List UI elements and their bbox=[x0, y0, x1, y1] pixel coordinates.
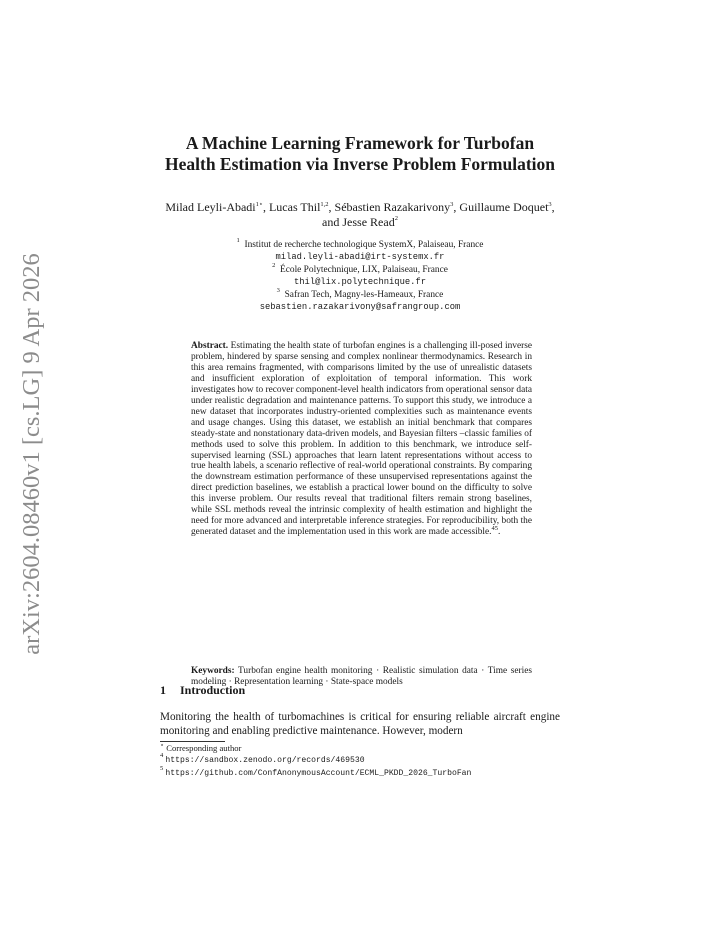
affiliation-number: 3 bbox=[276, 287, 280, 294]
affiliation-3 bbox=[160, 289, 560, 301]
affiliations bbox=[160, 239, 560, 313]
author-affiliation-mark: 1,2 bbox=[320, 200, 329, 208]
footnote-link[interactable]: https://github.com/ConfAnonymousAccount/ECML_PKDD_2026_TurboFan bbox=[165, 768, 472, 778]
section-number: 1 bbox=[160, 683, 166, 697]
author-name: , and Jesse Read bbox=[322, 200, 555, 229]
footnote bbox=[160, 767, 560, 780]
author-name: , Lucas Thil bbox=[262, 200, 321, 214]
author-affiliation-mark: 2 bbox=[394, 215, 398, 222]
abstract bbox=[191, 341, 532, 538]
affiliation-2 bbox=[160, 264, 560, 276]
abstract-end: . bbox=[497, 527, 501, 538]
arxiv-sidebar-stamp bbox=[10, 253, 54, 655]
footnote-text: Corresponding author bbox=[166, 743, 242, 753]
keywords-label: Keywords: bbox=[191, 666, 235, 676]
footnote-divider bbox=[160, 741, 225, 742]
footnote-mark: 5 bbox=[160, 765, 164, 773]
footnote bbox=[160, 743, 560, 754]
affiliation-1 bbox=[160, 239, 560, 251]
footnotes bbox=[160, 743, 560, 779]
affiliation-email[interactable]: thil@lix.polytechnique.fr bbox=[294, 277, 426, 288]
abstract-text: Estimating the health state of turbofan engines is a challenging ill-posed inverse problem, hindered by sparse sensing and complex nonlinear thermodynamics. Research in this area remains fragmented, with comparisons limited by the use of unrealistic datasets and insufficient exploration of exploitation of temporal information. This work investigates how to recover component-level health indicators from operational sensor data under realistic degradation and maintenance patterns. To support this study, we introduce a new dataset that incorporates industry-oriented complexities such as maintenance events and usage changes. Using this dataset, we establish an initial benchmark that compares steady-state and nonstationary data-driven models, and Bayesian filters –classic families of methods used to solve this problem. In addition to this benchmark, we introduce self-supervised learning (SSL) approaches that learn latent representations without access to true health labels, a scenario reflective of real-world operational constraints. By comparing the downstream estimation performance of these unsupervised representations against the direct prediction baselines, we establish a practical lower bound on the difficulty to solve this inverse problem. Our results reveal that traditional filters remain strong baselines, while SSL methods reveal the intrinsic complexity of health estimation and highlight the need for more advanced and interpretable inference strategies. For reproducibility, both the generated dataset and the implementation used in this work are made accessible. bbox=[191, 341, 532, 538]
footnote-link[interactable]: https://sandbox.zenodo.org/records/469530 bbox=[165, 755, 365, 765]
section-title: Introduction bbox=[180, 683, 246, 697]
keywords-text: Turbofan engine health monitoring · Realistic simulation data · Time series modeling · Representation learning · State-space models bbox=[191, 666, 532, 687]
affiliation-number: 1 bbox=[236, 237, 240, 245]
affiliation-email[interactable]: sebastien.razakarivony@safrangroup.com bbox=[259, 302, 461, 313]
intro-paragraph: Monitoring the health of turbomachines is critical for ensuring reliable aircraft engine monitoring and enabling predictive maintenance. However, modern bbox=[160, 711, 560, 737]
affiliation-email[interactable]: milad.leyli-abadi@irt-systemx.fr bbox=[275, 252, 445, 263]
footnote bbox=[160, 754, 560, 767]
title-line-2: Health Estimation via Inverse Problem Formulation bbox=[165, 154, 555, 174]
affiliation-name: Safran Tech, Magny-les-Hameaux, France bbox=[284, 289, 444, 300]
author-name: , Guillaume Doquet bbox=[453, 200, 549, 214]
abstract-footnote-refs[interactable]: 45 bbox=[491, 524, 498, 532]
affiliation-name: École Polytechnique, LIX, Palaiseau, France bbox=[280, 264, 448, 275]
author-name: , Sébastien Razakarivony bbox=[328, 200, 451, 214]
title-line-1: A Machine Learning Framework for Turbofan bbox=[185, 133, 535, 153]
affiliation-name: Institut de recherche technologique SystemX, Palaiseau, France bbox=[244, 240, 484, 250]
affiliation-number: 2 bbox=[272, 262, 276, 270]
author-affiliation-mark: 1⋆ bbox=[255, 200, 263, 208]
author-list bbox=[160, 200, 560, 229]
author-affiliation-mark: 3 bbox=[450, 200, 454, 208]
author-name: Milad Leyli-Abadi bbox=[165, 200, 256, 214]
section-heading bbox=[160, 683, 245, 698]
footnote-mark: ⋆ bbox=[160, 741, 165, 749]
paper-title bbox=[150, 133, 570, 175]
arxiv-identifier: arXiv:2604.08460v1 [cs.LG] 9 Apr 2026 bbox=[18, 253, 45, 655]
author-affiliation-mark: 3 bbox=[548, 200, 552, 208]
footnote-mark: 4 bbox=[160, 752, 164, 760]
abstract-label: Abstract. bbox=[191, 341, 229, 351]
